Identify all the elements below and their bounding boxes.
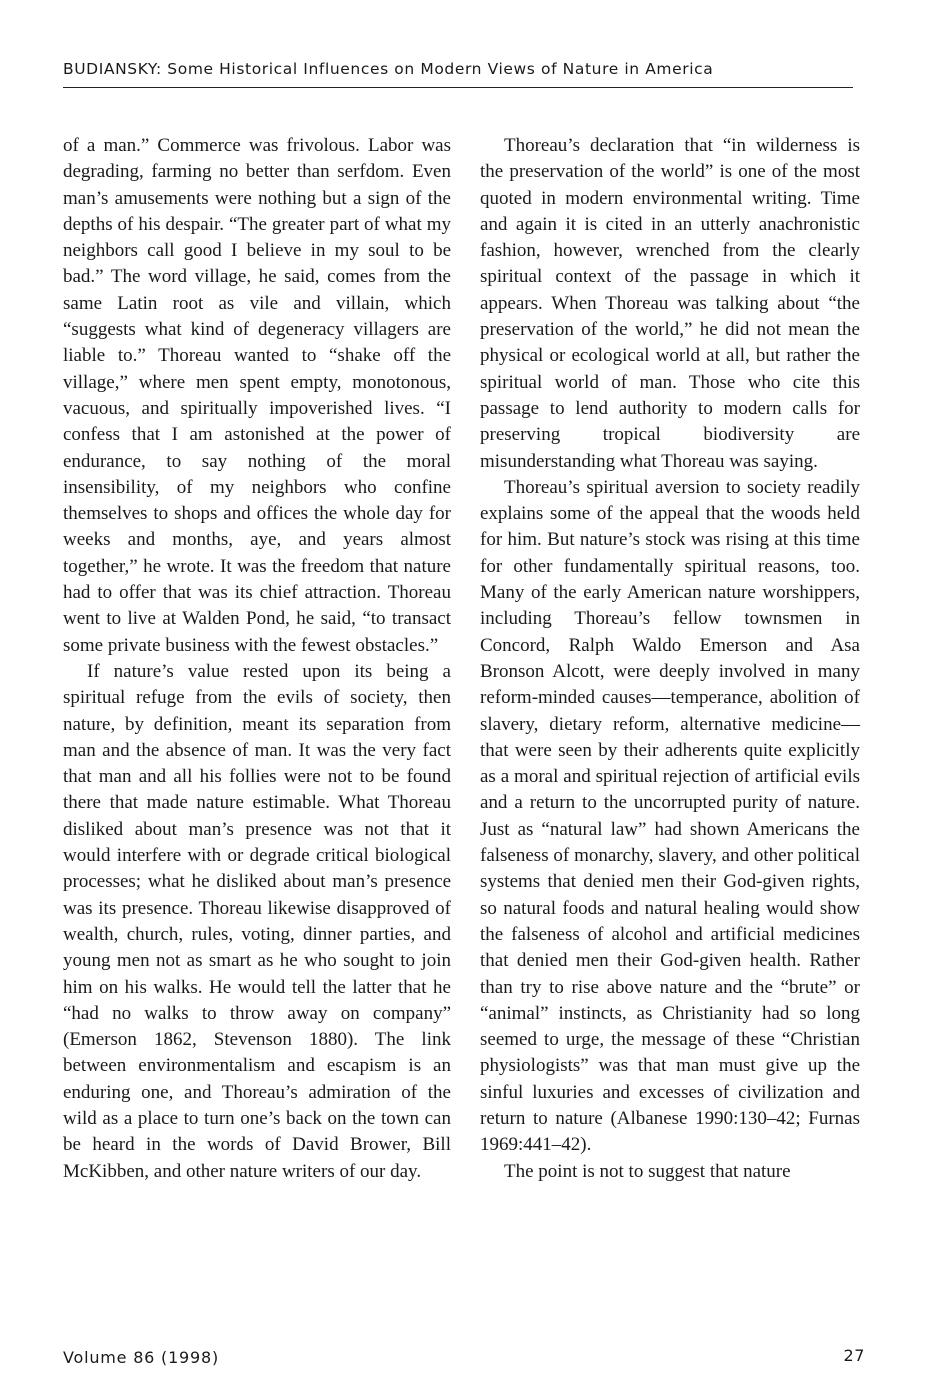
volume-label: Volume 86 (1998) xyxy=(63,1348,220,1367)
paragraph: Thoreau’s spiritual aversion to society readily explains some of the appeal that the woods held for him. But nature’s stock was rising at this time for other fundamentally spiritual reasons, too. Many of the early American nature worshippers, including Thoreau’s fellow townsmen in Concord, Ralph Waldo Emerson and Asa Bronson Alcott, were deeply involved in many reform-minded causes—temperance, abolition of slavery, dietary reform, alternative medicine—that were seen by their adherents quite explicitly as a moral and spiritual rejection of artificial evils and a return to the uncorrupted purity of nature. Just as “natural law” had shown Americans the falseness of monarchy, slavery, and other political systems that denied men their God-given rights, so natural foods and natural healing would show the falseness of alcohol and artificial medicines that denied men their God-given health. Rather than try to rise above nature and the “brute” or “animal” instincts, as Christianity had so long seemed to urge, the message of these “Christian physiologists” was that man must give up the sinful luxuries and excesses of civilization and return to nature (Albanese 1990:130–42; Furnas 1969:441–42). xyxy=(480,476,860,1156)
paragraph: Thoreau’s declaration that “in wilderness is the preservation of the world” is one of the most quoted in modern environmental writing. Time and again it is cited in an utterly anachronistic fashion, however, wrenched from the clearly spiritual context of the passage in which it appears. When Thoreau was talking about “the preservation of the world,” he did not mean the physical or ecological world at all, but rather the spiritual world of man. Those who cite this passage to lend authority to modern calls for preserving tropical biodiversity are misunderstanding what Thoreau was saying. xyxy=(480,135,860,472)
page-number: 27 xyxy=(843,1346,865,1365)
running-head: BUDIANSKY: Some Historical Influences on Modern Views of Nature in America xyxy=(63,60,714,78)
header-rule xyxy=(63,87,853,88)
left-column xyxy=(63,133,451,1185)
right-column xyxy=(480,133,860,1185)
paragraph: of a man.” Commerce was frivolous. Labor was degrading, farming no better than serfdom. Even man’s amusements were nothing but a sign of the depths of his despair. “The greater part of what my neighbors call good I believe in my soul to be bad.” The word village, he said, comes from the same Latin root as vile and villain, which “suggests what kind of degeneracy villagers are liable to.” Thoreau wanted to “shake off the village,” where men spent empty, monotonous, vacuous, and spiritually impoverished lives. “I confess that I am astonished at the power of endurance, to say nothing of the moral insensibility, of my neighbors who confine themselves to shops and offices the whole day for weeks and months, aye, and years almost together,” he wrote. It was the freedom that nature had to offer that was its chief attraction. Thoreau went to live at Walden Pond, he said, “to transact some private business with the fewest obstacles.” xyxy=(63,135,451,656)
paragraph: The point is not to suggest that nature xyxy=(504,1160,791,1182)
paragraph: If nature’s value rested upon its being a spiritual refuge from the evils of society, then nature, by definition, meant its separation from man and the absence of man. It was the very fact that man and all his follies were not to be found there that made nature estimable. What Thoreau disliked about man’s presence was not that it would interfere with or degrade critical biological processes; what he disliked about man’s presence was its presence. Thoreau likewise disapproved of wealth, church, rules, voting, dinner parties, and young men not as smart as he who sought to join him on his walks. He would tell the latter that he “had no walks to throw away on company” (Emerson 1862, Stevenson 1880). The link between environmentalism and escapism is an enduring one, and Thoreau’s admiration of the wild as a place to turn one’s back on the town can be heard in the words of David Brower, Bill McKibben, and other nature writers of our day. xyxy=(63,660,451,1182)
